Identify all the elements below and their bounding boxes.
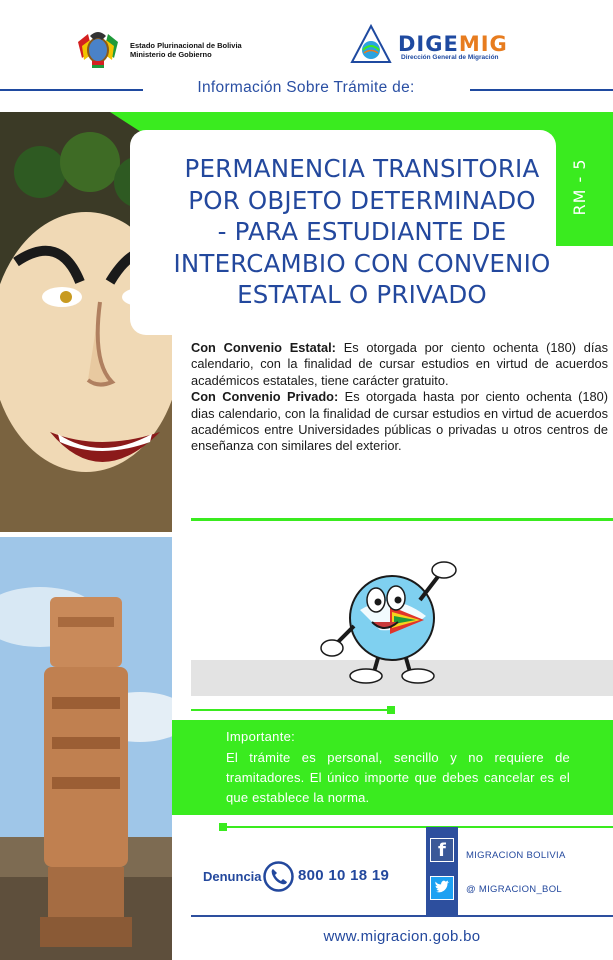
- green-divider: [191, 518, 613, 521]
- digemig-subtitle: Dirección General de Migración: [401, 54, 499, 61]
- globe-mascot-icon: [320, 560, 460, 686]
- denuncia-label: Denuncia: [203, 869, 262, 884]
- monolith-illustration: [0, 537, 172, 960]
- bolivia-coat-of-arms-icon: [76, 28, 120, 70]
- title-line-3: - PARA ESTUDIANTE DE: [217, 217, 507, 246]
- gov-text: [130, 41, 242, 59]
- procedure-title: [172, 153, 552, 311]
- estatal-label: Con Convenio Estatal:: [191, 340, 336, 355]
- title-line-4: INTERCAMBIO CON CONVENIO: [173, 248, 551, 278]
- header-line-left: [0, 89, 143, 91]
- title-line-1: PERMANENCIA TRANSITORIA: [184, 154, 540, 183]
- estatal-paragraph: [191, 340, 608, 389]
- title-line-2: POR OBJETO DETERMINADO: [188, 185, 536, 215]
- website-link[interactable]: www.migracion.gob.bo: [323, 928, 481, 945]
- facebook-icon[interactable]: f: [430, 838, 454, 862]
- facebook-handle[interactable]: MIGRACION BOLIVIA: [466, 850, 566, 861]
- digemig-globe-logo: [350, 24, 392, 66]
- important-title: Importante:: [226, 729, 296, 744]
- header-caption: Información Sobre Trámite de:: [197, 79, 415, 96]
- green-line-dot-2: [219, 823, 227, 831]
- header-line-right: [470, 89, 613, 91]
- privado-label: Con Convenio Privado:: [191, 389, 339, 405]
- digemig-part-1: DIGE: [398, 32, 459, 56]
- privado-paragraph: [191, 389, 608, 455]
- phone-icon: [262, 860, 295, 893]
- denuncia-phone-number[interactable]: 800 10 18 19: [298, 867, 390, 884]
- footer-line: [191, 915, 613, 917]
- photo-monolith: [0, 537, 172, 960]
- privado-text: Es otorgada hasta por ciento ochenta (180) dias calendario, con la finalidad de cursar estudios en virtud de acuerdos académicos entre Universidades públicas o privadas u otros centros de enseñanza con similares del exterior.: [191, 389, 609, 454]
- title-line-5: ESTATAL O PRIVADO: [237, 280, 487, 309]
- procedure-description: [191, 340, 608, 455]
- twitter-handle[interactable]: @ MIGRACION_BOL: [466, 884, 562, 895]
- important-text: El trámite es personal, sencillo y no requiere de tramitadores. El único importe que debes cancelar es el que establece la norma.: [226, 750, 570, 805]
- digemig-part-2: MIG: [458, 32, 508, 56]
- digemig-wordmark: [398, 32, 508, 56]
- gov-line-1: Estado Plurinacional de Bolivia: [130, 41, 242, 50]
- procedure-code: RM - 5: [570, 158, 589, 216]
- estatal-text: Es otorgada por ciento ochenta (180) días calendario, con la finalidad de cursar estudios en virtud de acuerdos académicos estatales, tiene carácter gratuito.: [191, 340, 608, 388]
- gov-line-2: Ministerio de Gobierno: [130, 50, 212, 59]
- green-line-long: [223, 826, 613, 828]
- header: [0, 0, 613, 112]
- green-line-dot: [387, 706, 395, 714]
- twitter-icon[interactable]: [430, 876, 454, 900]
- green-line-short: [191, 709, 389, 711]
